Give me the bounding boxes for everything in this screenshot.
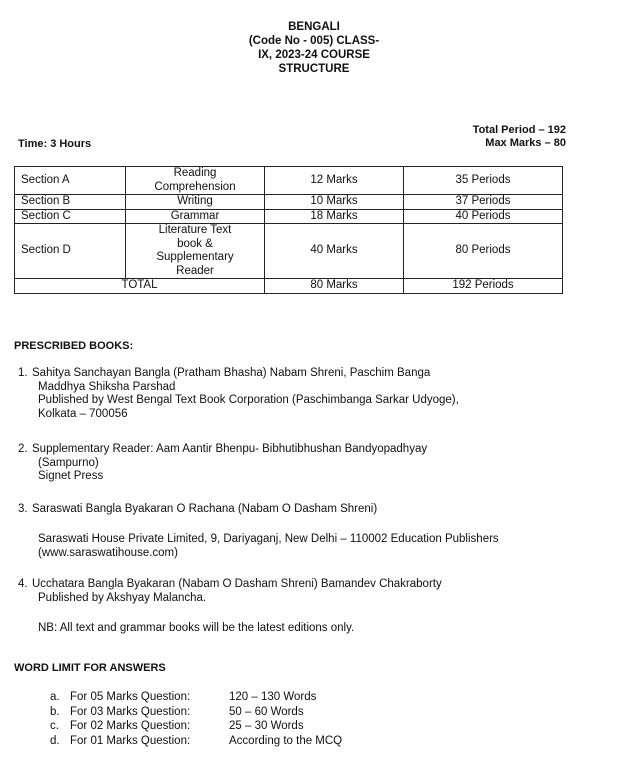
total-label-cell: TOTAL <box>15 279 265 294</box>
course-structure-table <box>14 166 563 294</box>
periods-cell: 80 Periods <box>404 224 563 279</box>
prescribed-books-heading: PRESCRIBED BOOKS: <box>14 340 134 352</box>
title-line: STRUCTURE <box>278 63 350 75</box>
title-line: BENGALI <box>288 21 340 33</box>
total-periods-cell: 192 Periods <box>404 279 563 294</box>
totals-block <box>473 124 566 150</box>
table-row <box>15 224 563 279</box>
marks-cell: 12 Marks <box>265 167 404 195</box>
section-cell: Section D <box>15 224 126 279</box>
periods-cell: 40 Periods <box>404 209 563 224</box>
topic-cell: Reading Comprehension <box>126 167 265 195</box>
total-period: Total Period – 192 <box>472 124 566 136</box>
list-number: 2. <box>18 443 28 455</box>
section-cell: Section A <box>15 167 126 195</box>
list-number: 4. <box>18 578 28 590</box>
title-line: (Code No - 005) CLASS- <box>248 35 380 47</box>
section-cell: Section C <box>15 209 126 224</box>
books-note: NB: All text and grammar books will be the latest editions only. <box>38 622 355 634</box>
table-row <box>15 209 563 224</box>
marks-cell: 10 Marks <box>265 195 404 210</box>
title-line: IX, 2023-24 COURSE <box>258 49 370 61</box>
list-number: 3. <box>18 503 28 515</box>
periods-cell: 35 Periods <box>404 167 563 195</box>
topic-cell: Literature Text book & Supplementary Reader <box>126 224 265 279</box>
word-limit-heading: WORD LIMIT FOR ANSWERS <box>14 662 166 674</box>
max-marks: Max Marks – 80 <box>485 137 566 149</box>
section-cell: Section B <box>15 195 126 210</box>
periods-cell: 37 Periods <box>404 195 563 210</box>
table-row <box>15 167 563 195</box>
list-number: 1. <box>18 367 28 379</box>
exam-time: Time: 3 Hours <box>18 138 92 150</box>
marks-cell: 18 Marks <box>265 209 404 224</box>
topic-cell: Grammar <box>126 209 265 224</box>
topic-cell: Writing <box>126 195 265 210</box>
table-row <box>15 195 563 210</box>
document-title <box>0 20 628 76</box>
table-total-row <box>15 279 563 294</box>
total-marks-cell: 80 Marks <box>265 279 404 294</box>
marks-cell: 40 Marks <box>265 224 404 279</box>
book-3-publisher: Saraswati House Private Limited, 9, Dariyaganj, New Delhi – 110002 Education Publishers (www.saraswatihouse.com) <box>38 533 499 559</box>
